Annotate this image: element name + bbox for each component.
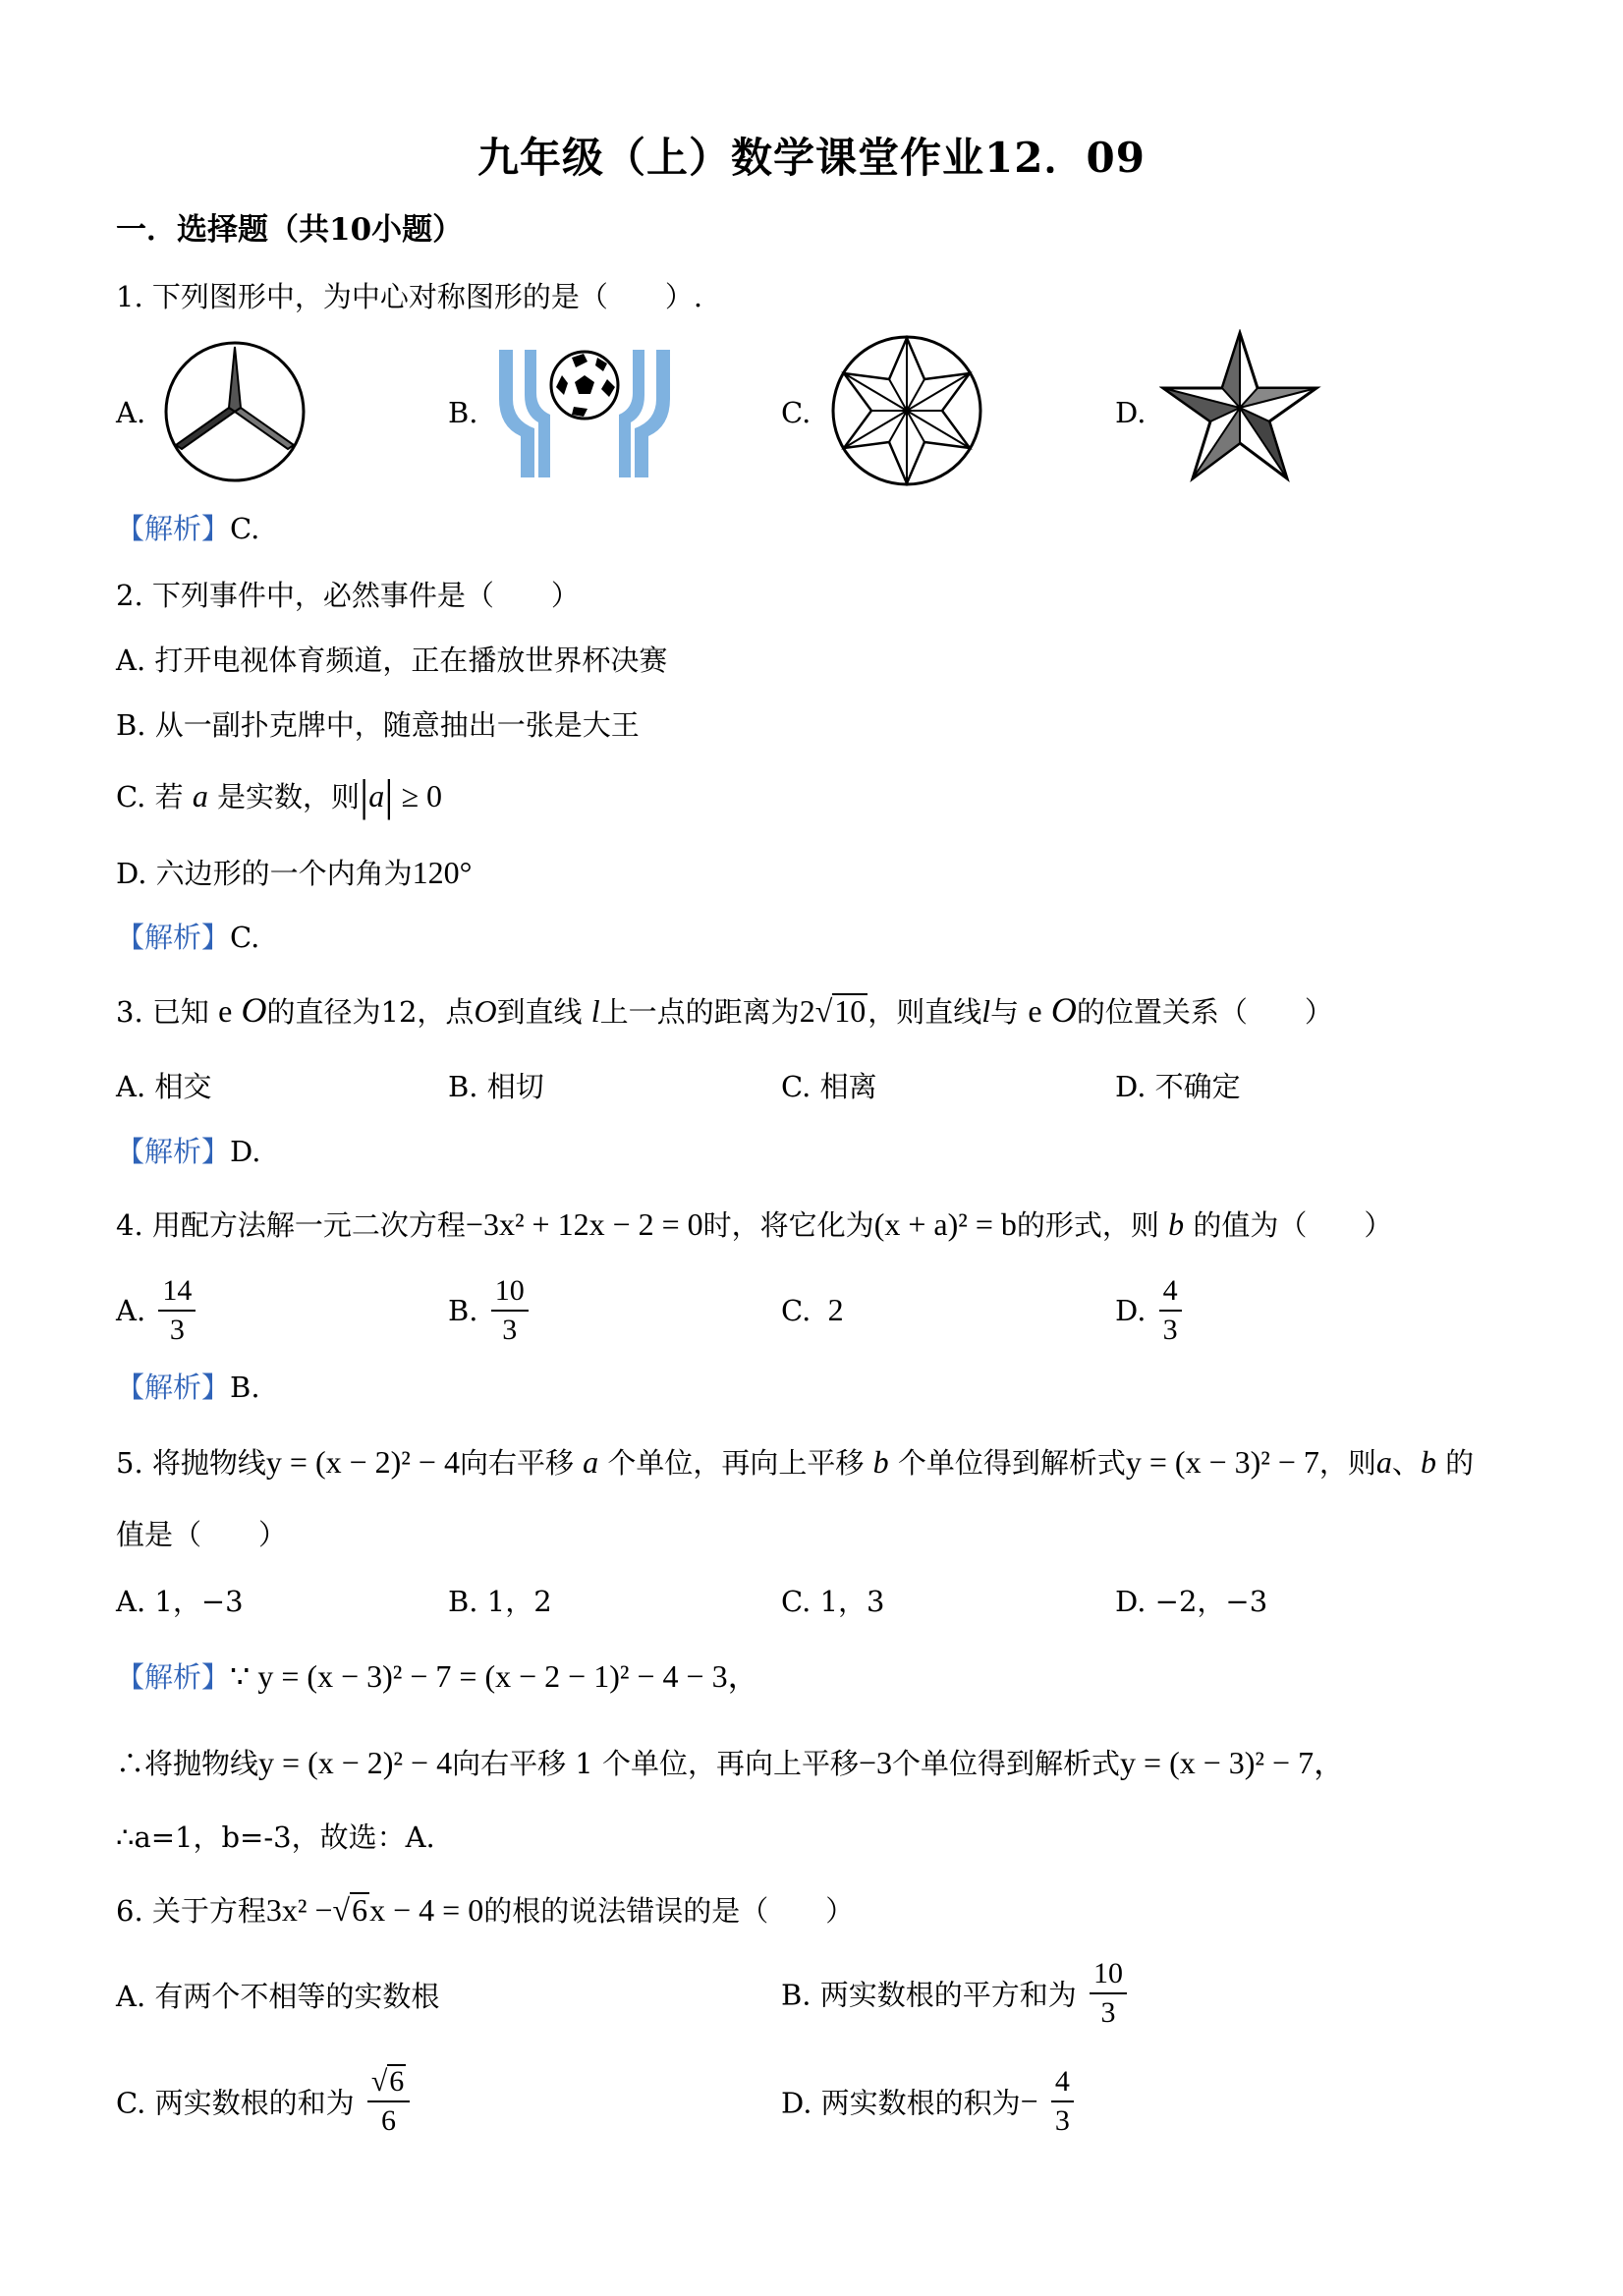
q6-stem: 6. 关于方程3x² −√6x − 4 = 0的根的说法错误的是（ ） [116,1892,855,1928]
mercedes-star-figure [162,339,308,484]
q2-option-a: A. 打开电视体育频道，正在播放世界杯决赛 [116,644,668,677]
q5-stem: 5. 将抛物线y = (x − 2)² − 4向右平移 a 个单位，再向上平移 b 个单位得到解析式y = (x − 3)² − 7，则a、b 的 [116,1444,1475,1480]
q4-option-d: D. $\frac{4}{3}$ [1115,1272,1186,1349]
five-point-star-figure [1159,329,1321,484]
soccer-emblem-figure [493,344,676,481]
q4-stem: 4. 用配方法解一元二次方程−3x² + 12x − 2 = 0时，将它化为(x + a)² = b的形式，则 b 的值为（ ） [116,1206,1393,1242]
page-title: 九年级（上）数学课堂作业12．09 [477,134,1146,182]
q3-answer: 【解析】D. [116,1135,261,1168]
q2-c-var: a [192,778,208,813]
q2-option-d [116,853,472,893]
q5-solution-line3: ∴a=1，b=-3，故选：A. [116,1820,435,1854]
q6-option-d: D. 两实数根的积为− $\frac{4}{3}$ [781,2063,1078,2140]
q3-option-d: D. 不确定 [1115,1070,1241,1103]
q1-label-b: B. [448,396,478,429]
q3-option-c: C. 相离 [781,1070,877,1103]
q1-answer [116,509,259,548]
q2-stem: 2. 下列事件中，必然事件是（ ） [116,579,580,612]
q1-answer-value: C. [230,512,260,545]
q5-option-b: B. 1，2 [448,1585,552,1618]
q2-c-prefix: C. 若 [116,780,184,813]
section-heading: 一．选择题（共10小题） [116,212,464,248]
q6-option-c: C. 两实数根的和为 $\frac{√6}{6}$ [116,2063,414,2140]
q4-option-a: A. $\frac{14}{3}$ [116,1272,199,1349]
q4-answer: 【解析】B. [116,1371,260,1404]
analysis-tag: 【解析】 [116,921,231,954]
q3-option-a: A. 相交 [116,1070,212,1103]
q2-c-abs: |a| ≥ 0 [360,770,443,820]
q2-d-value: 120° [412,855,473,890]
q2-option-b: B. 从一副扑克牌中，随意抽出一张是大王 [116,708,640,742]
q5-solution-line1: 【解析】∵ y = (x − 3)² − 7 = (x − 2 − 1)² − 4 − 3， [116,1658,759,1694]
q2-answer-value: C. [230,921,260,954]
q6-option-b: B. 两实数根的平方和为 $\frac{10}{3}$ [781,1955,1131,2032]
q1-label-c: C. [781,396,812,429]
q6-option-a: A. 有两个不相等的实数根 [116,1980,440,2013]
q4-option-c: C. 2 [781,1292,844,1327]
q3-option-b: B. 相切 [448,1070,544,1103]
q1-stem: 1. 下列图形中，为中心对称图形的是（ ）. [116,280,703,313]
q2-answer [116,918,259,957]
q2-c-mid: 是实数，则 [217,780,361,813]
q5-solution-line2: ∴将抛物线y = (x − 2)² − 4向右平移 1 个单位，再向上平移−3个单位得到解析式y = (x − 3)² − 7， [116,1745,1346,1780]
q5-option-d: D. −2，−3 [1115,1585,1268,1618]
q4-option-b: B. $\frac{10}{3}$ [448,1272,532,1349]
hexagram-in-circle-figure [828,332,985,489]
q1-label-a: A. [116,396,146,429]
q5-option-c: C. 1，3 [781,1585,885,1618]
q1-label-d: D. [1115,396,1147,429]
q2-d-prefix: D. 六边形的一个内角为 [116,857,413,890]
q2-option-c [116,770,443,820]
q5-stem-line2: 值是（ ） [116,1518,288,1551]
analysis-tag: 【解析】 [116,512,231,545]
q5-option-a: A. 1，−3 [116,1585,244,1618]
q3-stem: 3. 已知 e O的直径为12，点O到直线 l上一点的距离为2√10，则直线l与 e O的位置关系（ ） [116,990,1333,1030]
